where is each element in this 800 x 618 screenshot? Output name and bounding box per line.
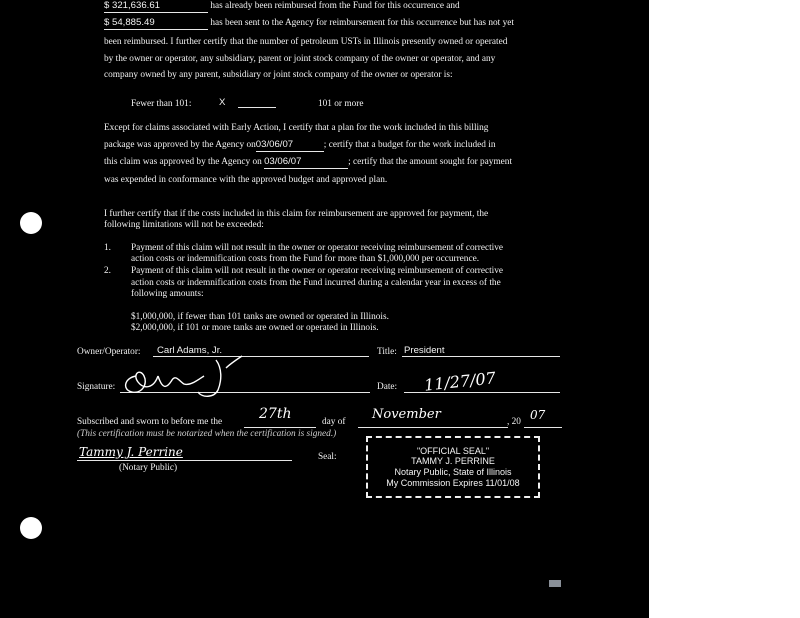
notarize-note: (This certification must be notarized when the certification is signed.) [77,429,337,439]
notary-signature: Tammy J. Perrine [79,445,183,459]
title-value: President [404,345,445,356]
para1-line5: company owned by any parent, subsidiary or joint stock company of the owner or operator is: [104,70,453,80]
punch-hole-top [20,212,42,234]
para2-line1: Except for claims associated with Early Action, I certify that a plan for the work included in this billing [104,123,489,133]
more-than-blank [238,107,276,108]
para2-line3: this claim was approved by the Agency on 03/06/07 ; certify that the amount sought for payment [104,156,513,167]
reimbursed-line [104,0,460,13]
seal-line-3: Notary Public, State of Illinois [394,467,512,477]
notary-line [77,460,292,461]
title-line [402,356,560,357]
seal-line-1: "OFFICIAL SEAL" [416,446,490,456]
sworn-day: 27th [259,406,292,422]
fewer-than-mark: X [219,97,226,108]
month-line [358,427,508,428]
notary-label: (Notary Public) [119,463,178,473]
year-prefix: , 20 [507,417,521,427]
seal-line-2: TAMMY J. PERRINE [411,456,495,466]
sworn-text-a: Subscribed and sworn to before me the [77,417,223,427]
signature-label: Signature: [77,382,116,392]
plan-approval-date: 03/06/07 [256,139,324,152]
budget-approval-date: 03/06/07 [264,156,348,169]
para1-line4: by the owner or operator, any subsidiary, parent or joint stock company of the owner or operator, and any [104,54,496,64]
official-seal [366,436,540,498]
year-line [524,427,562,428]
date-line [404,392,560,393]
seal-label: Seal: [318,452,337,462]
seal-line-4: My Commission Expires 11/01/08 [386,478,520,488]
punch-hole-bottom [20,517,42,539]
signature-date: 11/27/07 [423,368,497,395]
title-label: Title: [377,347,397,357]
sent-line [104,17,514,30]
reimbursed-text: has already been reimbursed from the Fund for this occurrence and [210,1,460,11]
owner-label: Owner/Operator: [77,347,141,357]
signature-scribble [118,354,258,400]
sworn-year: 07 [530,408,546,422]
para2-line2: package was approved by the Agency on03/06/07 ; certify that a budget for the work included in [104,139,496,150]
para1-line3: been reimbursed. I further certify that the number of petroleum USTs in Illinois presently owned or operated [104,37,508,47]
amount-sent: $ 54,885.49 [104,17,208,30]
limit-2-line1: Payment of this claim will not result in the owner or operator receiving reimbursement of corrective [131,266,504,276]
limit-1-line1: Payment of this claim will not result in the owner or operator receiving reimbursement of corrective [131,243,504,253]
owner-value: Carl Adams, Jr. [157,345,223,356]
limit-1-line2: action costs or indemnification costs from the Fund for more than $1,000,000 per occurrence. [131,254,480,264]
para3-line2: following limitations will not be exceeded: [104,220,264,230]
more-than-label: 101 or more [318,99,364,109]
limit-2-line3: following amounts: [131,289,204,299]
amount-limit-2: $2,000,000, if 101 or more tanks are owned or operated in Illinois. [131,323,379,333]
amount-limit-1: $1,000,000, if fewer than 101 tanks are owned or operated in Illinois. [131,312,389,322]
amount-reimbursed: $ 321,636.61 [104,0,208,13]
sent-text: has been sent to the Agency for reimbursement for this occurrence but has not yet [210,18,514,28]
limit-1-number: 1. [104,243,111,253]
scan-stamp-mark [549,580,561,587]
date-label: Date: [377,382,398,392]
fewer-than-label: Fewer than 101: [131,99,192,109]
sworn-month: November [372,407,441,422]
sworn-text-b: day of [322,417,346,427]
para2-line4: was expended in conformance with the approved budget and approved plan. [104,175,388,185]
limit-2-line2: action costs or indemnification costs from the Fund incurred during a calendar year in excess of the [131,278,501,288]
limit-2-number: 2. [104,266,111,276]
para3-line1: I further certify that if the costs included in this claim for reimbursement are approved for payment, the [104,209,489,219]
